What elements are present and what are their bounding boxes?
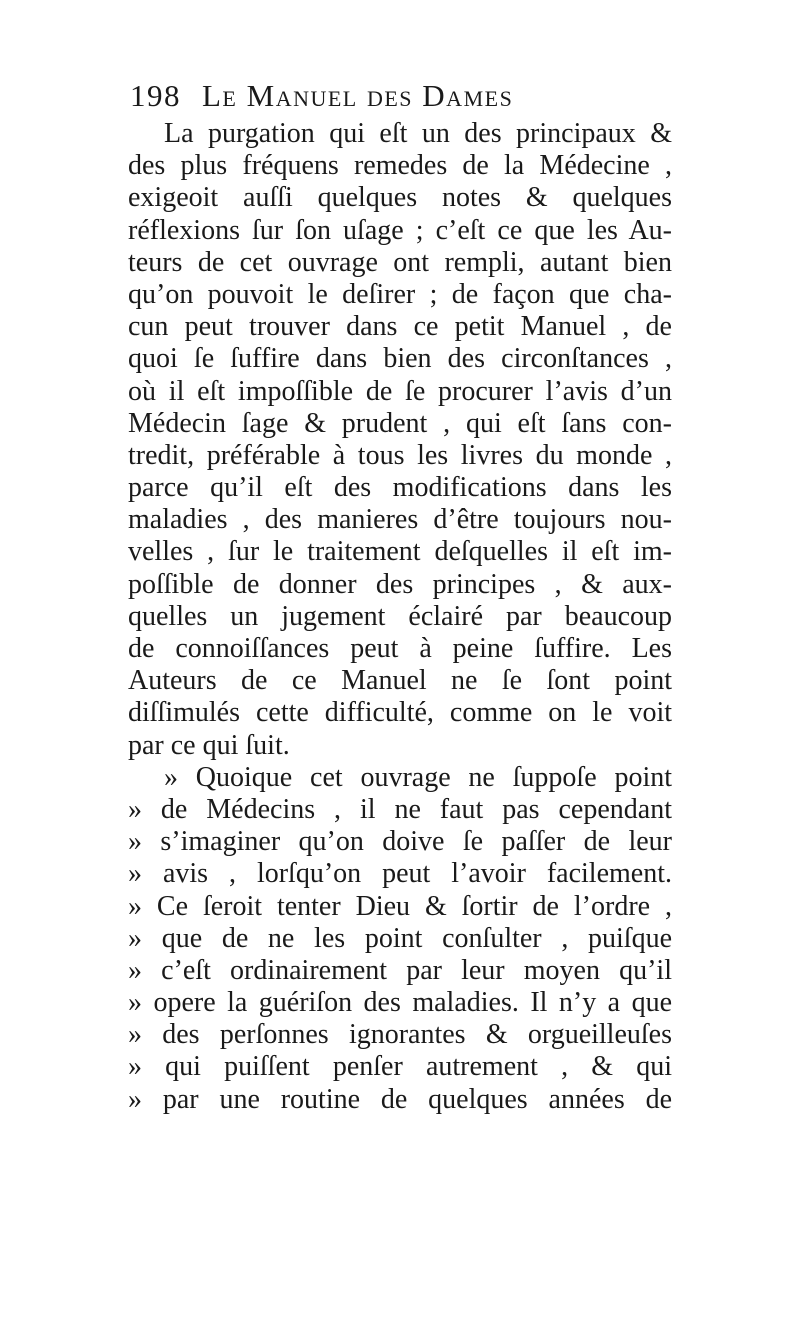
- text-line: » qui puiſſent penſer autrement , & qui: [128, 1051, 672, 1083]
- paragraph: [128, 762, 672, 1116]
- text-line: diſſimulés cette difficulté, comme on le voit: [128, 697, 672, 729]
- text-line: Médecin ſage & prudent , qui eſt ſans con-: [128, 407, 672, 439]
- running-title: Le Manuel des Dames: [202, 78, 514, 113]
- text-line: parce qu’il eſt des modifications dans les: [128, 472, 672, 504]
- text-line: quoi ſe ſuffire dans bien des circonſtances ,: [128, 343, 672, 375]
- text-line: » opere la guériſon des maladies. Il n’y a que: [128, 987, 672, 1019]
- page-number: 198: [130, 78, 181, 113]
- text-line: par ce qui ſuit.: [128, 729, 290, 761]
- text-line: » avis , lorſqu’on peut l’avoir facilement.: [128, 858, 672, 890]
- paragraph: [128, 118, 672, 762]
- text-line: » de Médecins , il ne faut pas cependant: [128, 793, 672, 825]
- text-line: teurs de cet ouvrage ont rempli, autant bien: [128, 246, 672, 278]
- text-line: qu’on pouvoit le deſirer ; de façon que cha-: [128, 278, 672, 310]
- text-line: où il eſt impoſſible de ſe procurer l’avis d’un: [128, 375, 672, 407]
- text-line: » que de ne les point conſulter , puiſque: [128, 922, 672, 954]
- text-line: Auteurs de ce Manuel ne ſe ſont point: [128, 665, 672, 697]
- text-line: » c’eſt ordinairement par leur moyen qu’il: [128, 954, 672, 986]
- text-line: exigeoit auſſi quelques notes & quelques: [128, 182, 672, 214]
- text-line: poſſible de donner des principes , & aux-: [128, 568, 672, 600]
- text-line: des plus fréquens remedes de la Médecine ,: [128, 150, 672, 182]
- text-line: » Ce ſeroit tenter Dieu & ſortir de l’ordre ,: [128, 890, 672, 922]
- text-line: quelles un jugement éclairé par beaucoup: [128, 600, 672, 632]
- text-line: velles , ſur le traitement deſquelles il eſt im-: [128, 536, 672, 568]
- text-line: La purgation qui eſt un des principaux &: [164, 118, 672, 149]
- text-line: » Quoique cet ouvrage ne ſuppoſe point: [164, 761, 672, 793]
- text-line: de connoiſſances peut à peine ſuffire. Les: [128, 633, 672, 664]
- text-line: cun peut trouver dans ce petit Manuel , de: [128, 311, 672, 343]
- text-line: réflexions ſur ſon uſage ; c’eſt ce que les Au-: [128, 214, 672, 246]
- running-header: [130, 74, 670, 118]
- body-text: [128, 118, 672, 1116]
- text-line: » des perſonnes ignorantes & orgueilleuſes: [128, 1019, 672, 1051]
- text-line: » s’imaginer qu’on doive ſe paſſer de leur: [128, 826, 672, 858]
- text-line: » par une routine de quelques années de: [128, 1083, 672, 1115]
- text-line: tredit, préférable à tous les livres du monde ,: [128, 439, 672, 471]
- text-line: maladies , des manieres d’être toujours nou-: [128, 504, 672, 536]
